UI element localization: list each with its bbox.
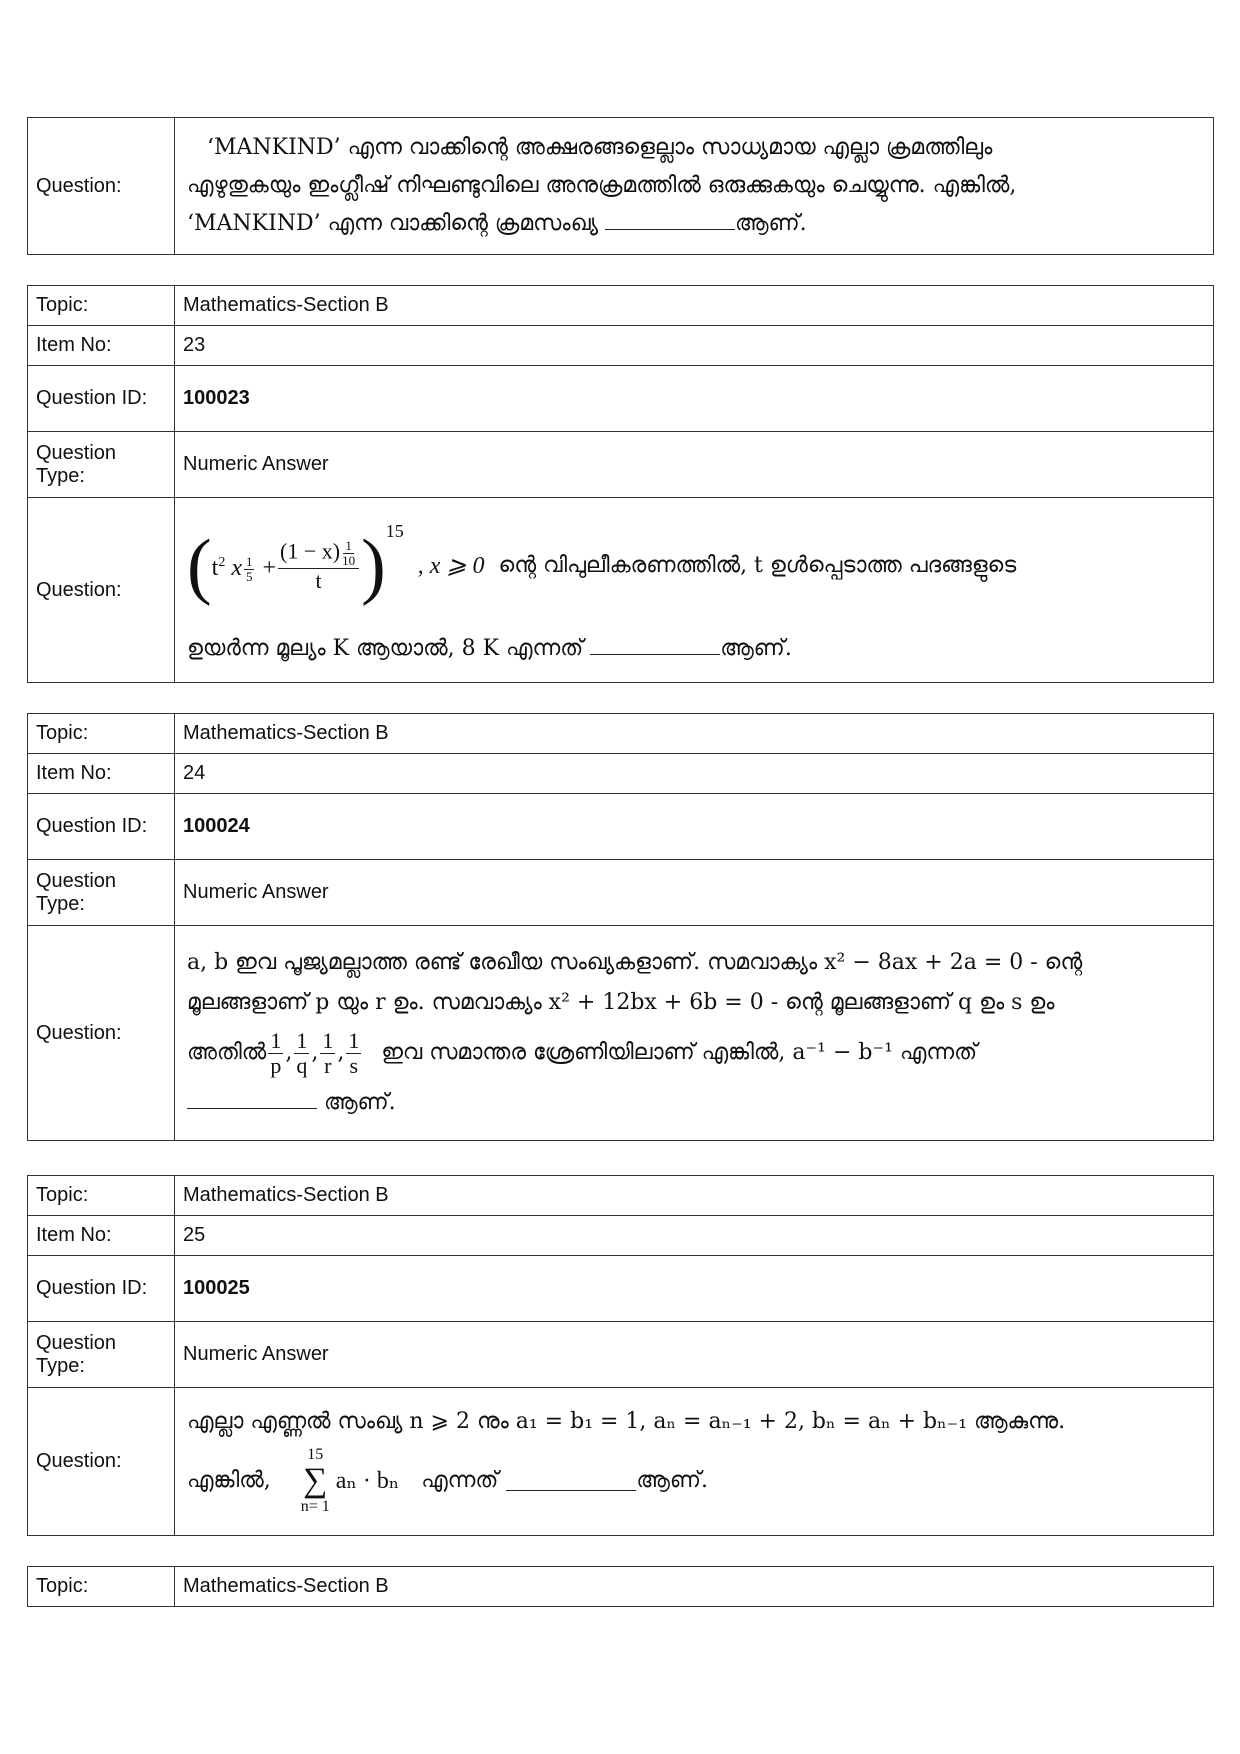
question-line: അതിൽ $\frac{1}{p}$ , $\frac{1}{q}$ , $\frac{1}{r}$ , $\frac{1}{s}$ ഇവ സമാന്തര ശ്രേണിയിലാണ് എങ്കിൽ, a⁻¹ − b⁻¹ എന്നത് — [187, 1027, 978, 1078]
topic-value: Mathematics-Section B — [175, 1176, 1214, 1216]
topic-value: Mathematics-Section B — [175, 286, 1214, 326]
question-type-label: Question Type: — [28, 432, 175, 498]
item-label: Item No: — [28, 326, 175, 366]
summation: 15 ∑ n= 1 — [300, 1445, 330, 1515]
question-line: a, b ഇവ പൂജ്യമല്ലാത്ത രണ്ട് രേഖീയ സംഖ്യകളാണ്. സമവാക്യം x² − 8ax + 2a = 0 - ന്റെ — [187, 950, 1083, 975]
question-line: എങ്കിൽ, 15 ∑ n= 1 aₙ · bₙ എന്നത് ആണ്. — [187, 1445, 709, 1515]
question-line: ആണ്. — [187, 1083, 1201, 1123]
question-line: ( $t^2$ x $\frac{1}{5}$ + (1 − x) $\frac{1}{10}$ t ) 15 , x ⩾ 0 ന്റെ വിപുലീകരണത്തിൽ, t ഉൾപ്പെടാത്ത പദങ്ങളുടെ — [187, 521, 1017, 607]
question-block-23 — [27, 285, 1214, 683]
topic-value: Mathematics-Section B — [175, 1567, 1214, 1607]
item-value: 25 — [175, 1216, 1214, 1256]
question-text — [175, 498, 1214, 683]
question-line: ഉയർന്ന മൂല്യം K ആയാൽ, 8 K എന്നത് ആണ്. — [187, 636, 792, 661]
item-value: 24 — [175, 754, 1214, 794]
question-block-22 — [27, 117, 1214, 255]
question-line: എഴുതുകയും ഇംഗ്ലീഷ് നിഘണ്ടുവിലെ അനുക്രമത്തിൽ ഒരുക്കുകയും ചെയ്യുന്നു. എങ്കിൽ, — [187, 173, 1017, 198]
question-label: Question: — [28, 118, 175, 255]
question-block-26 — [27, 1566, 1214, 1607]
question-type-value: Numeric Answer — [175, 432, 1214, 498]
answer-blank — [605, 209, 735, 230]
fraction-1-over-r: $\frac{1}{r}$ — [322, 1027, 334, 1078]
answer-blank — [506, 1470, 636, 1491]
question-type-label: Question Type: — [28, 860, 175, 926]
question-type-value: Numeric Answer — [175, 860, 1214, 926]
question-text — [175, 926, 1214, 1141]
item-label: Item No: — [28, 1216, 175, 1256]
topic-label: Topic: — [28, 1567, 175, 1607]
question-type-label: Question Type: — [28, 1322, 175, 1388]
question-id-label: Question ID: — [28, 794, 175, 860]
fraction-1-over-p: $\frac{1}{p}$ — [270, 1027, 282, 1078]
fraction: (1 − x) $\frac{1}{10}$ t — [278, 539, 359, 593]
question-line: മൂലങ്ങളാണ് p യും r ഉം. സമവാക്യം x² + 12bx + 6b = 0 - ന്റെ മൂലങ്ങളാണ് q ഉം s ഉം — [187, 990, 1055, 1015]
fraction-1-over-q: $\frac{1}{q}$ — [296, 1027, 308, 1078]
question-id-label: Question ID: — [28, 1256, 175, 1322]
question-text — [175, 1388, 1214, 1536]
question-line: ‘MANKIND’ എന്ന വാക്കിന്റെ ക്രമസംഖ്യ ആണ്. — [187, 211, 807, 236]
question-id-label: Question ID: — [28, 366, 175, 432]
question-id-value: 100024 — [175, 794, 1214, 860]
fraction-1-over-s: $\frac{1}{s}$ — [348, 1027, 360, 1078]
answer-blank — [187, 1088, 317, 1109]
question-line: എല്ലാ എണ്ണൽ സംഖ്യ n ⩾ 2 നും a₁ = b₁ = 1, aₙ = aₙ₋₁ + 2, bₙ = aₙ + bₙ₋₁ ആകുന്നു. — [187, 1408, 1066, 1434]
topic-label: Topic: — [28, 1176, 175, 1216]
question-block-25 — [27, 1175, 1214, 1536]
topic-value: Mathematics-Section B — [175, 714, 1214, 754]
question-id-value: 100023 — [175, 366, 1214, 432]
question-label: Question: — [28, 1388, 175, 1536]
answer-blank — [590, 634, 720, 655]
question-type-value: Numeric Answer — [175, 1322, 1214, 1388]
item-label: Item No: — [28, 754, 175, 794]
item-value: 23 — [175, 326, 1214, 366]
question-label: Question: — [28, 498, 175, 683]
question-line: ‘MANKIND’ എന്ന വാക്കിന്റെ അക്ഷരങ്ങളെല്ലാം സാധ്യമായ എല്ലാ ക്രമത്തിലും — [207, 135, 993, 160]
question-id-value: 100025 — [175, 1256, 1214, 1322]
topic-label: Topic: — [28, 286, 175, 326]
question-block-24 — [27, 713, 1214, 1141]
question-label: Question: — [28, 926, 175, 1141]
topic-label: Topic: — [28, 714, 175, 754]
question-text — [175, 118, 1214, 255]
